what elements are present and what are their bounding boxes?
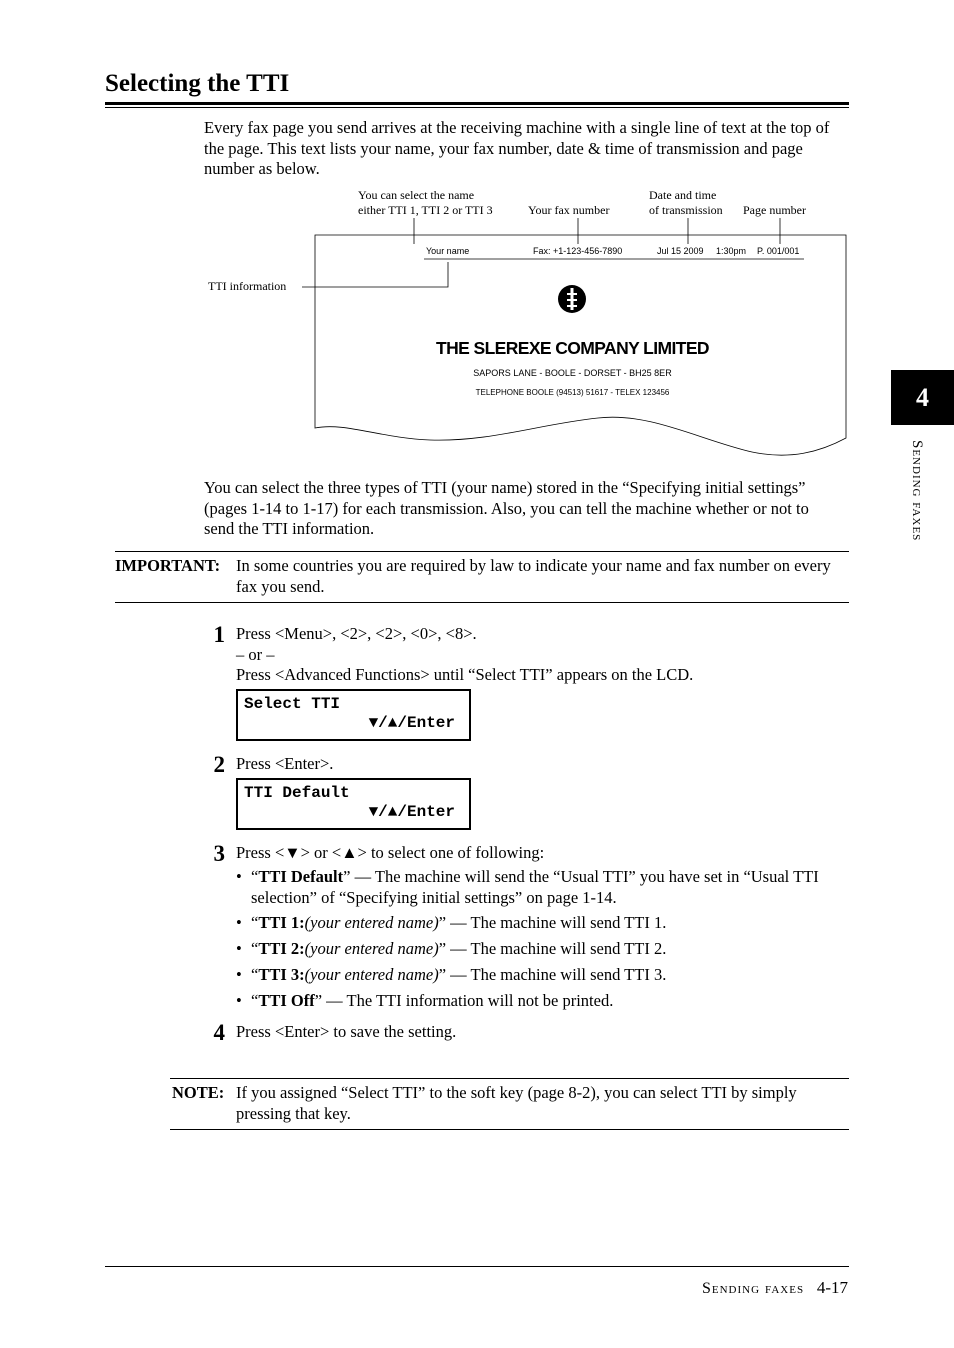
bullet-tti-2: “TTI 2:(your entered name)” — The machine will send TTI 2. [251, 939, 667, 958]
fax-page-number: P. 001/001 [757, 246, 800, 256]
side-section-label: Sending faxes [909, 440, 925, 542]
note-text: If you assigned “Select TTI” to the soft key (page 8-2), you can select TTI by simply pressing that key. [236, 1083, 797, 1123]
page-footer [702, 1278, 848, 1298]
step-number-1: 1 [213, 622, 225, 647]
footer-page-number: 4-17 [816, 1278, 848, 1297]
callout-date-line1: Date and time [649, 188, 717, 202]
fax-date: Jul 15 2009 [657, 246, 704, 256]
bullet-mark: • [236, 965, 242, 984]
callout-name-line2: either TTI 1, TTI 2 or TTI 3 [358, 203, 493, 217]
company-name: THE SLEREXE COMPANY LIMITED [436, 338, 709, 358]
bullet-mark: • [236, 867, 242, 886]
fax-number: Fax: +1-123-456-7890 [533, 246, 623, 256]
bullet-tti-off: “TTI Off” — The TTI information will not be printed. [251, 991, 614, 1010]
important-top-rule [115, 551, 849, 552]
step4-text: Press <Enter> to save the setting. [236, 1022, 457, 1041]
note-top-rule [170, 1078, 849, 1079]
page-title: Selecting the TTI [105, 70, 290, 97]
lcd1-line2: ▼/▲/Enter [368, 714, 455, 732]
bullet-tti-1: “TTI 1:(your entered name)” — The machine will send TTI 1. [251, 913, 667, 932]
important-label: IMPORTANT: [115, 556, 221, 575]
step3-text: Press <▼> or <▲> to select one of following: [236, 843, 545, 862]
tti-paragraph: You can select the three types of TTI (your name) stored in the “Specifying initial settings” (pages 1-14 to 1-17) for each transmission. Also, you can tell the machine whether or not to send the TTI information. [204, 478, 809, 538]
footer-rule [105, 1266, 849, 1267]
fax-sheet-diagram [0, 0, 954, 470]
footer-section: Sending faxes [701, 1280, 805, 1297]
lcd-display-select-tti [236, 689, 471, 741]
bullet-mark: • [236, 991, 242, 1010]
important-text: In some countries you are required by law to indicate your name and fax number on every fax you send. [236, 556, 831, 596]
step-number-4: 4 [213, 1020, 225, 1045]
company-telephone: TELEPHONE BOOLE (94513) 51617 - TELEX 123456 [475, 388, 670, 397]
note-label: NOTE: [172, 1083, 225, 1102]
fax-time: 1:30pm [716, 246, 747, 256]
bullet-tti-3: “TTI 3:(your entered name)” — The machine will send TTI 3. [251, 965, 667, 984]
important-bottom-rule [115, 602, 849, 603]
step1-line3: Press <Advanced Functions> until “Select TTI” appears on the LCD. [236, 665, 694, 684]
callout-name-line1: You can select the name [358, 188, 475, 202]
chapter-tab: 4 [891, 370, 954, 425]
fax-your-name: Your name [426, 246, 470, 256]
callout-date-line2: of transmission [649, 203, 723, 217]
company-address: SAPORS LANE - BOOLE - DORSET - BH25 8ER [473, 368, 672, 378]
lcd2-line2: ▼/▲/Enter [368, 803, 455, 821]
bullet-mark: • [236, 913, 242, 932]
callout-fax-number: Your fax number [528, 203, 610, 217]
step1-or: – or – [236, 645, 275, 664]
lcd2-line1: TTI Default [244, 784, 350, 802]
callout-page-number: Page number [743, 203, 806, 217]
intro-paragraph: Every fax page you send arrives at the receiving machine with a single line of text at the top of the page. This text lists your name, your fax number, date & time of transmission and page number as below. [204, 118, 830, 178]
step1-line1: Press <Menu>, <2>, <2>, <0>, <8>. [236, 624, 477, 643]
step-number-2: 2 [213, 752, 225, 777]
bullet-mark: • [236, 939, 242, 958]
bullet-tti-default: “TTI Default” — The machine will send the “Usual TTI” you have set in “Usual TTI selection” of “Specifying initial settings” on page 1-14. [251, 867, 819, 907]
step-number-3: 3 [213, 841, 225, 866]
step2-text: Press <Enter>. [236, 754, 334, 773]
lcd-display-tti-default [236, 778, 471, 830]
callout-tti-information: TTI information [208, 279, 287, 293]
note-bottom-rule [170, 1129, 849, 1130]
lcd1-line1: Select TTI [244, 695, 341, 713]
